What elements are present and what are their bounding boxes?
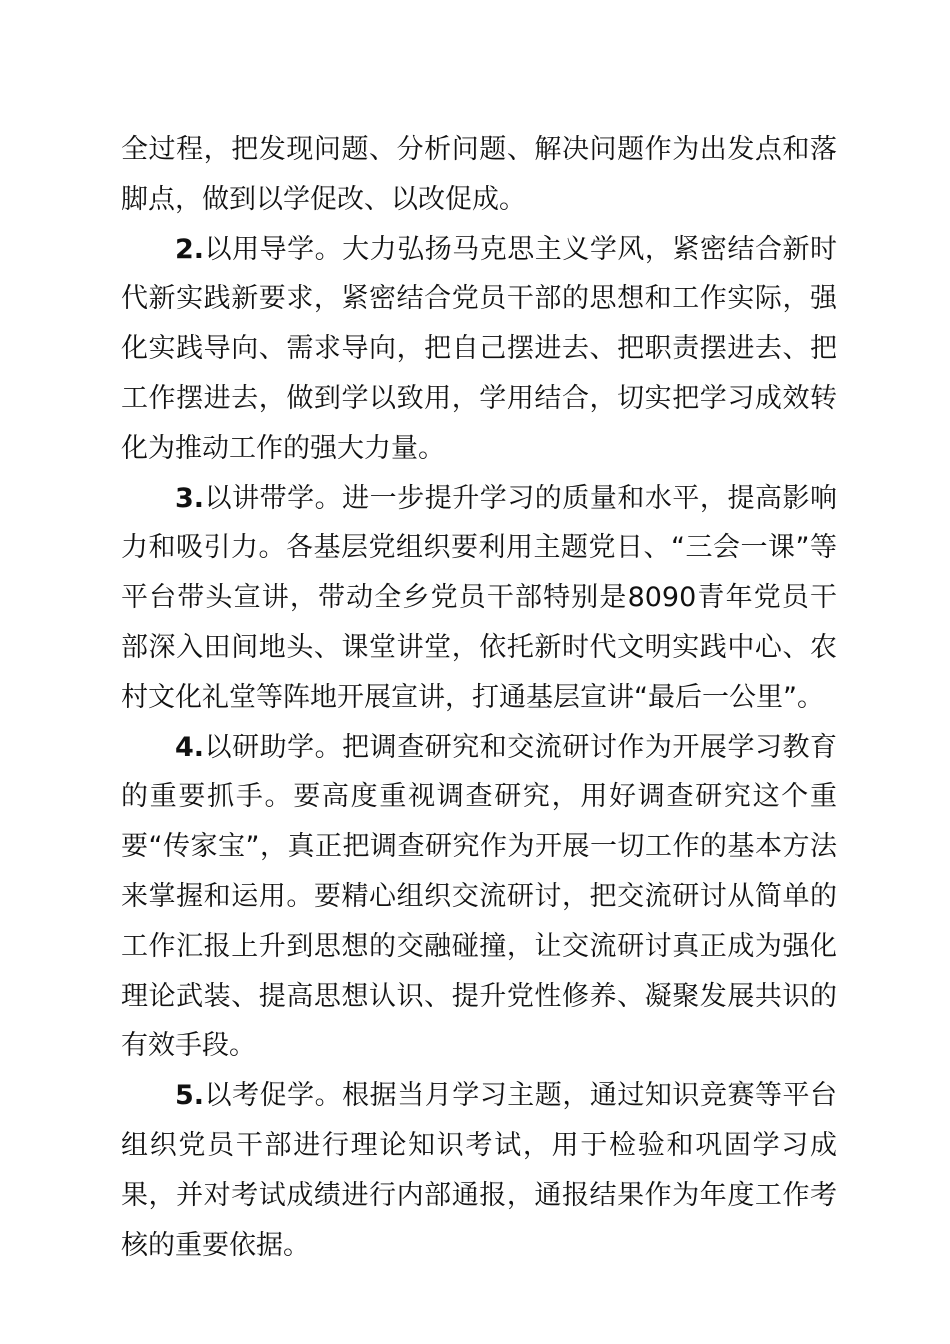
paragraph-number: 2.: [175, 233, 205, 265]
paragraph-item-4: [121, 723, 837, 1072]
document-body: [121, 125, 837, 1270]
paragraph-text: 全过程，把发现问题、分析问题、解决问题作为出发点和落脚点，做到以学促改、以改促成。: [121, 134, 837, 215]
paragraph-text: 以用导学。大力弘扬马克思主义学风，紧密结合新时代新实践新要求，紧密结合党员干部的思想和工作实际，强化实践导向、需求导向，把自己摆进去、把职责摆进去、把工作摆进去，做到学以致用，学用结合，切实把学习成效转化为推动工作的强大力量。: [121, 233, 837, 464]
paragraph-continuation: [121, 125, 837, 225]
paragraph-number: 4.: [175, 731, 205, 763]
paragraph-text: 以研助学。把调查研究和交流研讨作为开展学习教育的重要抓手。要高度重视调查研究，用好调查研究这个重要“传家宝”，真正把调查研究作为开展一切工作的基本方法来掌握和运用。要精心组织交流研讨，把交流研讨从简单的工作汇报上升到思想的交融碰撞，让交流研讨真正成为强化理论武装、提高思想认识、提升党性修养、凝聚发展共识的有效手段。: [121, 731, 837, 1062]
paragraph-number: 5.: [175, 1080, 205, 1112]
paragraph-number: 3.: [175, 482, 205, 514]
paragraph-text: 以讲带学。进一步提升学习的质量和水平，提高影响力和吸引力。各基层党组织要利用主题党日、“三会一课”等平台带头宣讲，带动全乡党员干部特别是8090青年党员干部深入田间地头、课堂讲堂，依托新时代文明实践中心、农村文化礼堂等阵地开展宣讲，打通基层宣讲“最后一公里”。: [121, 482, 837, 713]
paragraph-item-2: [121, 225, 837, 474]
paragraph-item-3: [121, 474, 837, 723]
paragraph-text: 以考促学。根据当月学习主题，通过知识竞赛等平台组织党员干部进行理论知识考试，用于检验和巩固学习成果，并对考试成绩进行内部通报，通报结果作为年度工作考核的重要依据。: [121, 1080, 837, 1261]
paragraph-item-5: [121, 1071, 837, 1270]
